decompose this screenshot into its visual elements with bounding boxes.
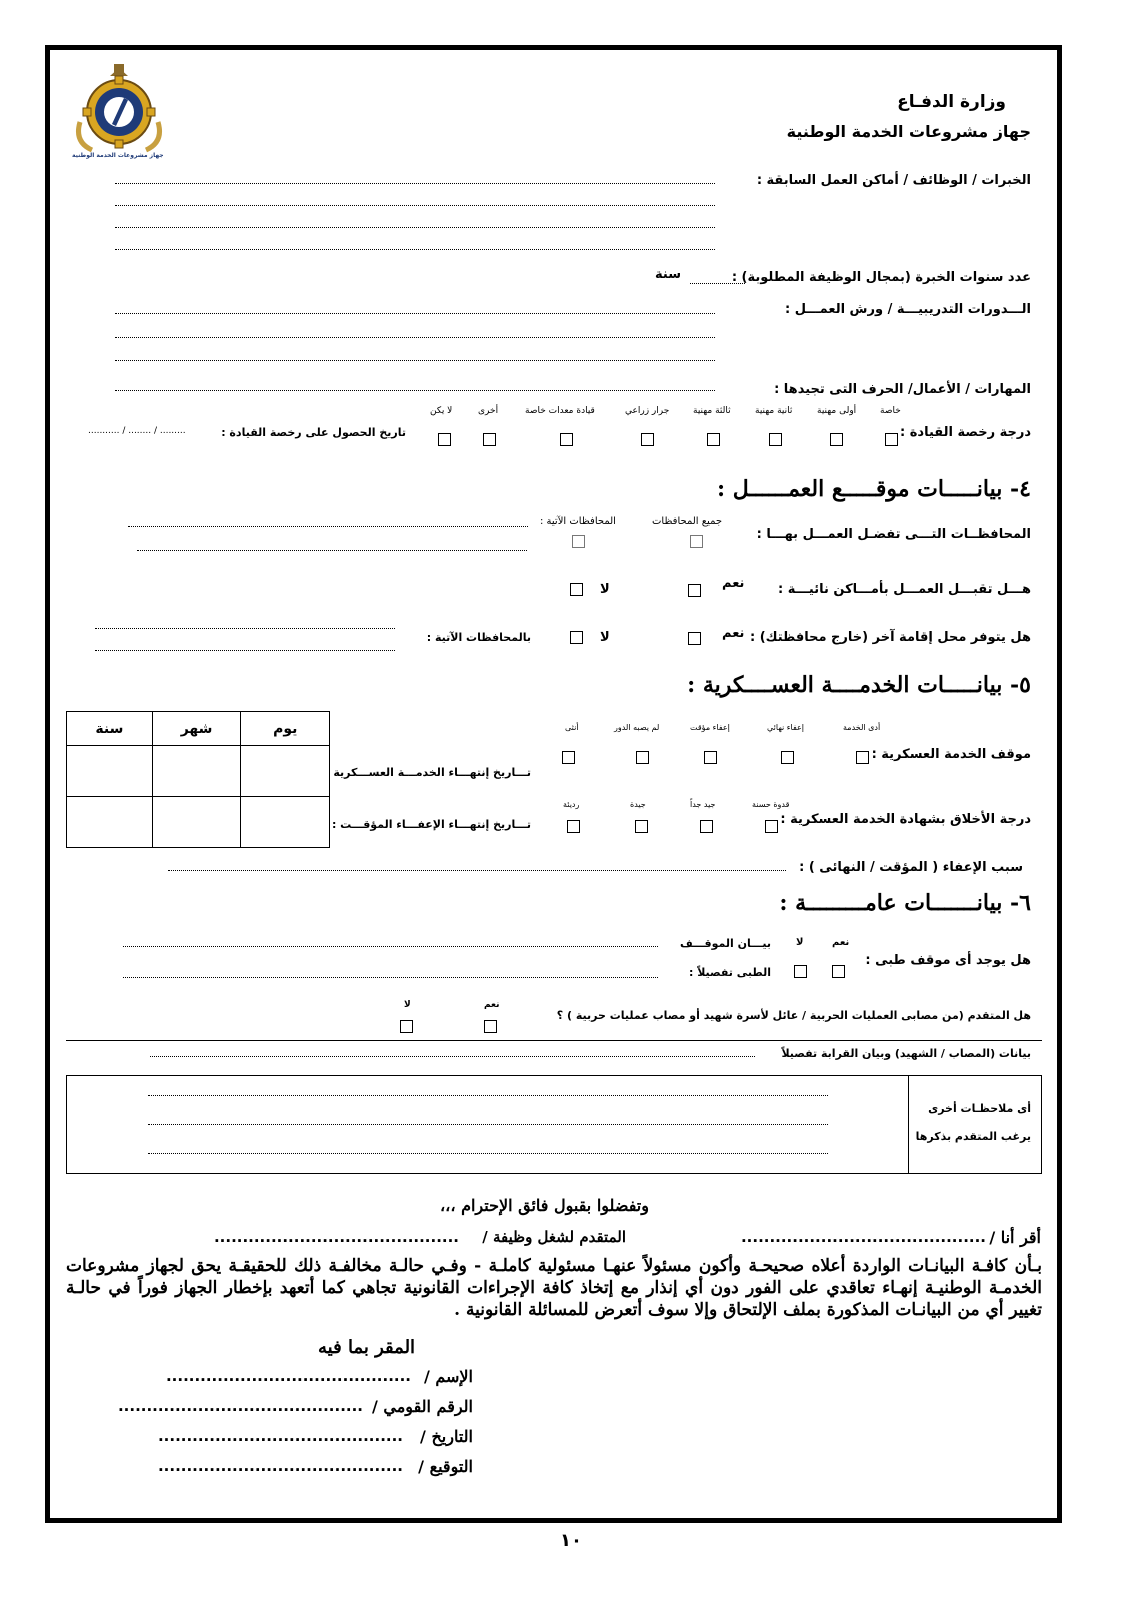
medical-yes-checkbox[interactable]	[832, 965, 845, 978]
medical-detail-label-2: الطبى تفصيلاً :	[688, 966, 771, 979]
declare-label-1: أقر أنا /	[989, 1228, 1041, 1247]
declare-label-2: المتقدم لشغل وظيفة /	[482, 1228, 626, 1246]
residence-yes-checkbox[interactable]	[688, 632, 701, 645]
status-checkbox-temporary[interactable]	[704, 751, 717, 764]
remote-label: هـــل تقبـــل العمـــل بأمـــاكن نائيـــة :	[777, 582, 1031, 597]
residence-line[interactable]	[95, 628, 395, 629]
table-cell[interactable]	[152, 797, 241, 848]
date-field[interactable]: ...........................................	[157, 1427, 403, 1445]
experience-label: الخبرات / الوظائف / أماكن العمل السابقة :	[756, 173, 1031, 188]
conduct-label: درجة الأخلاق بشهادة الخدمة العسكرية :	[780, 812, 1031, 827]
section5-title: ٥- بيانـــــات الخدمــــة العســــكرية :	[687, 672, 1031, 698]
table-header-year: سنة	[67, 712, 153, 746]
residence-yes-label: نعم	[722, 626, 745, 641]
declaration-paragraph: بـأن كافـة البيانـات الواردة أعلاه صحيحـة وأكون مسئولاً عنهـا مسئولية كاملـة - وفـي حالـة مخالفـة ذلك للحقيقـة يحق لجهاز مشروعات الخدمـة الوطنيـة إنهـاء تعاقدي على الفور دون أي إنذار مع إتخاذ كافة الإجراءات القانونية تجاهي كما أتعهد بإخطار الجهاز فوراً في حالـة تغيير أي من البيانـات المذكورة بملف الإلتحاق وإلا سوف أتعرض للمسائلة القانونية .	[66, 1256, 1042, 1320]
license-checkbox-equipment[interactable]	[560, 433, 573, 446]
license-option: ثالثة مهنية	[693, 406, 731, 416]
license-checkbox-other[interactable]	[483, 433, 496, 446]
table-cell[interactable]	[67, 797, 153, 848]
status-checkbox-final[interactable]	[781, 751, 794, 764]
declare-dots-2[interactable]: ...........................................	[213, 1228, 459, 1246]
status-checkbox-not-called[interactable]	[636, 751, 649, 764]
license-option: خاصة	[880, 406, 901, 416]
relative-line[interactable]	[150, 1056, 755, 1057]
courses-line[interactable]	[115, 337, 715, 338]
military-status-label: موقف الخدمة العسكرية :	[871, 747, 1031, 762]
table-cell[interactable]	[67, 746, 153, 797]
gov-line[interactable]	[137, 550, 527, 551]
war-no-checkbox[interactable]	[400, 1020, 413, 1033]
all-gov-label: جميع المحافظات	[652, 516, 723, 527]
logo-caption: جهاز مشروعات الخدمة الوطنية	[72, 152, 164, 159]
table-cell[interactable]	[241, 797, 330, 848]
license-option: جرار زراعي	[625, 406, 670, 416]
status-option: لم يصبه الدور	[614, 723, 660, 732]
license-label: درجة رخصة القيادة :	[900, 425, 1031, 440]
license-checkbox-first[interactable]	[830, 433, 843, 446]
end-service-label: تـــاريخ إنتهـــاء الخدمـــة العســـكرية	[333, 766, 531, 779]
war-yes-label: نعم	[484, 1000, 500, 1010]
national-id-label: الرقم القومي /	[371, 1397, 473, 1416]
experience-years-label: عدد سنوات الخبرة (بمجال الوظيفة المطلوبة) :	[731, 270, 1031, 285]
medical-detail-label-1: بيـــان الموقـــف	[679, 937, 771, 950]
remote-no-label: لا	[600, 582, 610, 597]
conduct-option: قدوة حسنة	[752, 800, 790, 809]
name-label: الإسم /	[423, 1367, 473, 1386]
skills-line[interactable]	[115, 390, 715, 391]
residence-line[interactable]	[95, 650, 395, 651]
remote-yes-checkbox[interactable]	[688, 584, 701, 597]
status-checkbox-served[interactable]	[856, 751, 869, 764]
war-yes-checkbox[interactable]	[484, 1020, 497, 1033]
conduct-checkbox-good[interactable]	[635, 820, 648, 833]
residence-no-label: لا	[600, 630, 610, 645]
experience-line[interactable]	[115, 249, 715, 250]
experience-line[interactable]	[115, 205, 715, 206]
residence-no-checkbox[interactable]	[570, 631, 583, 644]
table-cell[interactable]	[152, 746, 241, 797]
medical-line[interactable]	[123, 946, 658, 947]
agency-title: جهاز مشروعات الخدمة الوطنية	[786, 122, 1031, 141]
medical-line[interactable]	[123, 977, 658, 978]
confirmer-label: المقر بما فيه	[318, 1337, 416, 1358]
status-option: إعفاء مؤقت	[690, 723, 730, 732]
experience-years-field[interactable]	[690, 283, 745, 284]
residence-next-label: بالمحافظات الآتية :	[426, 631, 531, 644]
skills-label: المهارات / الأعمال/ الحرف التى تجيدها :	[774, 382, 1031, 397]
license-option: أخرى	[478, 406, 499, 416]
divider	[66, 1040, 1042, 1041]
conduct-option: جيدة	[630, 800, 646, 809]
license-checkbox-second[interactable]	[769, 433, 782, 446]
all-gov-checkbox[interactable]	[690, 535, 703, 548]
agency-logo	[72, 62, 167, 162]
end-exemption-label: تـــاريخ إنتهـــاء الإعفـــاء المؤقـــت :	[331, 818, 531, 831]
residence-label: هل يتوفر محل إقامة آخر (خارج محافظتك) :	[749, 630, 1031, 645]
notes-box-divider	[908, 1075, 909, 1174]
license-checkbox-third[interactable]	[707, 433, 720, 446]
section4-title: ٤- بيانـــــات موقـــــع العمــــــل :	[716, 476, 1031, 502]
notes-line[interactable]	[148, 1124, 828, 1125]
license-option: لا يكن	[430, 406, 453, 416]
name-field[interactable]: ...........................................	[165, 1367, 411, 1385]
courses-label: الـــدورات التدريبيـــة / ورش العمـــل :	[784, 302, 1031, 317]
conduct-checkbox-excellent[interactable]	[765, 820, 778, 833]
signature-field[interactable]: ...........................................	[157, 1457, 403, 1475]
conduct-option: رديئة	[563, 800, 580, 809]
status-option: أدى الخدمة	[843, 723, 881, 732]
page-number: ١٠	[560, 1530, 582, 1551]
license-option: أولى مهنية	[817, 406, 857, 416]
medical-no-checkbox[interactable]	[794, 965, 807, 978]
table-cell[interactable]	[241, 746, 330, 797]
license-option: ثانية مهنية	[755, 406, 793, 416]
table-header-month: شهر	[152, 712, 241, 746]
notes-line[interactable]	[148, 1153, 828, 1154]
courses-line[interactable]	[115, 360, 715, 361]
status-option: أنثى	[565, 723, 579, 732]
gov-label: المحافظــات التـــى تفضـل العمـــل بهـــا :	[756, 527, 1031, 542]
signature-label: التوقيع /	[418, 1457, 473, 1476]
license-date-label: تاريخ الحصول على رخصة القيادة :	[221, 426, 406, 439]
conduct-checkbox-very-good[interactable]	[700, 820, 713, 833]
license-checkbox-tractor[interactable]	[641, 433, 654, 446]
license-date-field[interactable]: ......... / ........ / ...........	[88, 426, 186, 436]
license-checkbox-none[interactable]	[438, 433, 451, 446]
remote-yes-label: نعم	[722, 576, 745, 591]
remote-no-checkbox[interactable]	[570, 583, 583, 596]
notes-line[interactable]	[148, 1095, 828, 1096]
war-no-label: لا	[404, 1000, 411, 1010]
exemption-reason-line[interactable]	[168, 870, 786, 871]
table-header-day: يوم	[241, 712, 330, 746]
medical-label: هل يوجد أى موقف طبى :	[865, 953, 1031, 968]
notes-label-2: يرغب المتقدم بذكرها	[915, 1130, 1031, 1143]
dates-table	[66, 711, 330, 848]
gov-line[interactable]	[128, 526, 528, 527]
courses-line[interactable]	[115, 313, 715, 314]
relative-label: بيانات (المصاب / الشهيد) وبيان القرابة تفصيلاً	[781, 1047, 1031, 1060]
license-option: قيادة معدات خاصة	[525, 406, 595, 416]
ministry-title: وزارة الدفـاع	[897, 92, 1006, 112]
conduct-checkbox-poor[interactable]	[567, 820, 580, 833]
date-label: التاريخ /	[420, 1427, 473, 1446]
years-unit: سنة	[655, 267, 681, 282]
section6-title: ٦- بيانـــــــات عامـــــــــة :	[779, 890, 1031, 916]
national-id-field[interactable]: ...........................................	[117, 1397, 363, 1415]
war-label: هل المتقدم (من مصابى العمليات الحربية / عائل لأسرة شهيد أو مصاب عمليات حربية ) ؟	[556, 1009, 1031, 1022]
medical-no-label: لا	[796, 937, 804, 948]
experience-line[interactable]	[115, 183, 715, 184]
declare-dots-1[interactable]: ...........................................	[740, 1228, 986, 1246]
notes-label-1: أى ملاحظـات أخرى	[928, 1102, 1031, 1115]
next-gov-label: المحافظات الآتية :	[540, 516, 616, 527]
experience-line[interactable]	[115, 227, 715, 228]
conduct-option: جيد جداً	[690, 800, 716, 809]
next-gov-checkbox[interactable]	[572, 535, 585, 548]
exemption-reason-label: سبب الإعفاء ( المؤقت / النهائى ) :	[799, 860, 1023, 875]
medical-yes-label: نعم	[832, 937, 850, 948]
license-checkbox-private[interactable]	[885, 433, 898, 446]
status-option: إعفاء نهائي	[767, 723, 805, 732]
regards-text: وتفضلوا بقبول فائق الإحترام ،،،	[440, 1196, 649, 1215]
status-checkbox-female[interactable]	[562, 751, 575, 764]
